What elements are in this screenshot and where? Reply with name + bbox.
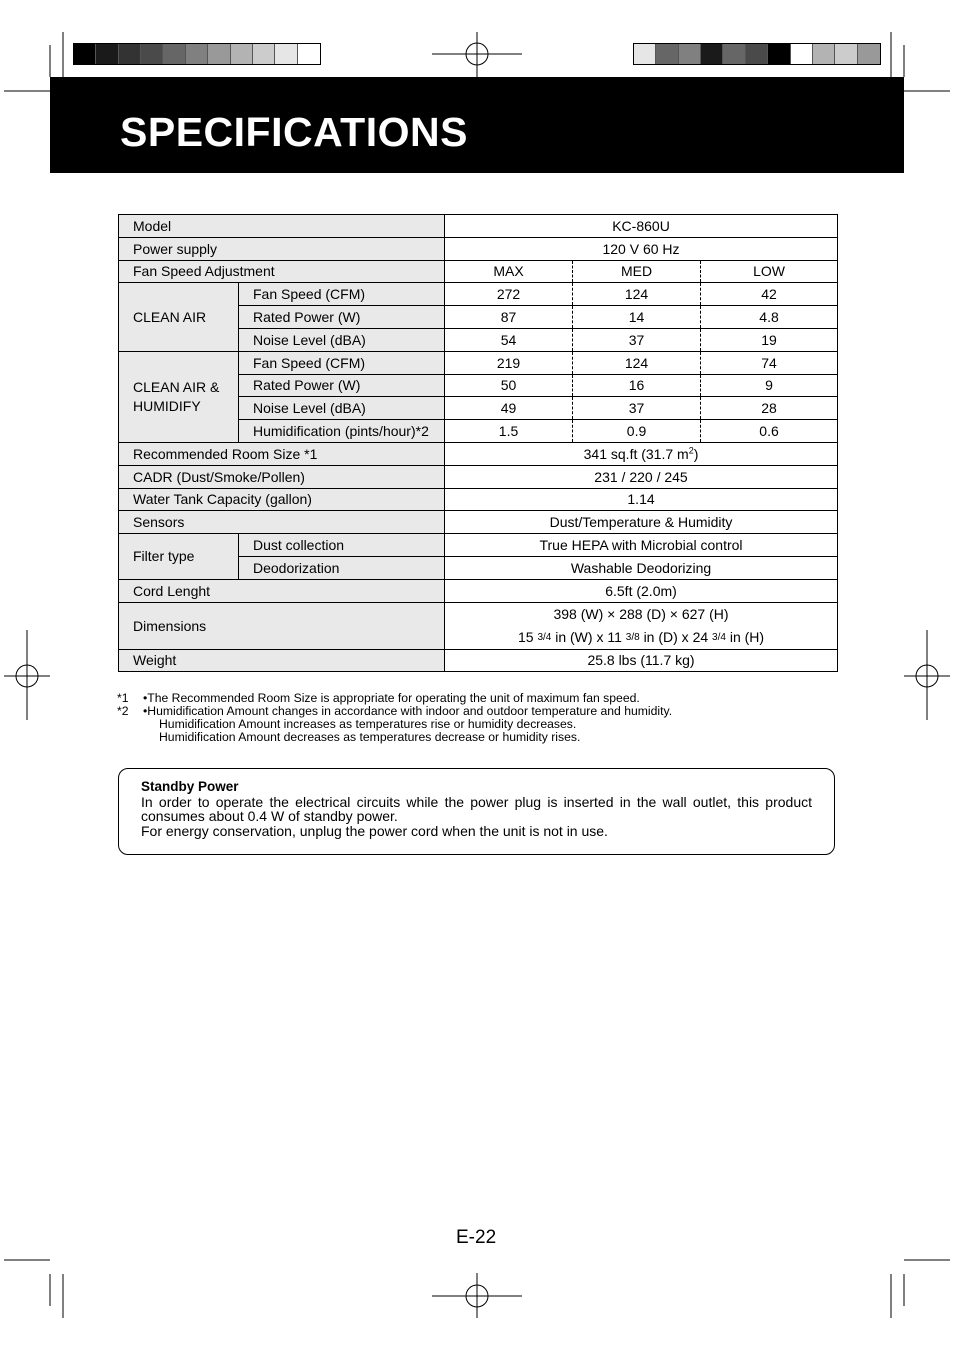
table-row — [119, 283, 838, 306]
cell-max: 54 — [445, 328, 573, 351]
dimensions-imperial — [518, 629, 764, 645]
row-value: Washable Deodorizing — [445, 556, 838, 579]
row-label: Noise Level (dBA) — [239, 328, 445, 351]
cell-max: 49 — [445, 397, 573, 420]
table-row — [119, 215, 838, 238]
dimensions-metric: 398 (W) × 288 (D) × 627 (H) — [553, 605, 729, 622]
table-row — [119, 237, 838, 260]
standby-text-1: In order to operate the electrical circuits while the power plug is inserted in the wall outlet, this product consumes about 0.4 W of standby power. — [141, 793, 812, 824]
room-size-value: 341 sq.ft (31.7 m — [583, 445, 689, 462]
row-value: 25.8 lbs (11.7 kg) — [445, 649, 838, 672]
row-label: Model — [119, 215, 445, 238]
row-label: Cord Lenght — [119, 579, 445, 602]
footnote-continuation: Humidification Amount increases as temperatures rise or humidity decreases. — [159, 717, 577, 731]
color-swatch — [656, 44, 678, 64]
dim-d-unit: in (D) x 24 — [643, 628, 709, 645]
table-row — [119, 579, 838, 602]
row-label: Fan Speed (CFM) — [239, 351, 445, 374]
row-label: Weight — [119, 649, 445, 672]
color-swatch — [858, 44, 880, 64]
footnote-mark: *1 — [117, 691, 129, 705]
row-label: Dust collection — [239, 534, 445, 557]
color-swatch — [253, 44, 275, 64]
color-calibration-bar-left — [73, 43, 321, 65]
dim-w-whole: 15 — [517, 628, 534, 645]
dim-d-frac: 3/8 — [625, 631, 640, 643]
color-swatch — [141, 44, 163, 64]
color-swatch — [679, 44, 701, 64]
cell-low: 28 — [701, 397, 838, 420]
row-label: Rated Power (W) — [239, 306, 445, 329]
dim-h-unit: in (H) — [729, 628, 765, 645]
cell-med: 16 — [573, 374, 701, 397]
color-swatch — [186, 44, 208, 64]
row-value: 231 / 220 / 245 — [445, 465, 838, 488]
color-swatch — [275, 44, 297, 64]
table-row — [119, 465, 838, 488]
color-swatch — [163, 44, 185, 64]
cell-max: 272 — [445, 283, 573, 306]
dim-w-frac: 3/4 — [537, 631, 552, 643]
row-label: Sensors — [119, 511, 445, 534]
standby-text-2: For energy conservation, unplug the power cord when the unit is not in use. — [141, 822, 608, 839]
footnotes — [117, 692, 672, 744]
cell-med: 0.9 — [573, 420, 701, 443]
footnote-text: •The Recommended Room Size is appropriate for operating the unit of maximum fan speed. — [143, 691, 640, 705]
color-swatch — [791, 44, 813, 64]
room-size-end: ) — [693, 445, 699, 462]
cell-med: 37 — [573, 328, 701, 351]
table-row — [119, 511, 838, 534]
group-label-line1: CLEAN AIR & — [133, 378, 220, 395]
row-label: Rated Power (W) — [239, 374, 445, 397]
col-header-low: LOW — [701, 260, 838, 283]
row-value: KC-860U — [445, 215, 838, 238]
row-label: Fan Speed (CFM) — [239, 283, 445, 306]
cell-max: 1.5 — [445, 420, 573, 443]
color-swatch — [813, 44, 835, 64]
cell-med: 37 — [573, 397, 701, 420]
footnote-continuation: Humidification Amount decreases as temperatures decrease or humidity rises. — [159, 730, 581, 744]
table-row — [119, 260, 838, 283]
cell-max: 87 — [445, 306, 573, 329]
cell-max: 50 — [445, 374, 573, 397]
cell-low: 9 — [701, 374, 838, 397]
color-swatch — [74, 44, 96, 64]
row-label: Fan Speed Adjustment — [119, 260, 445, 283]
dim-h-frac: 3/4 — [712, 631, 726, 643]
table-row — [119, 534, 838, 557]
color-swatch — [723, 44, 745, 64]
cell-med: 124 — [573, 351, 701, 374]
row-label: Water Tank Capacity (gallon) — [119, 488, 445, 511]
group-label-clean-air: CLEAN AIR — [119, 283, 239, 351]
row-value — [445, 602, 838, 649]
page-header — [50, 77, 904, 173]
color-swatch — [119, 44, 141, 64]
color-swatch — [231, 44, 253, 64]
group-label-clean-air-humidify — [119, 351, 239, 442]
table-row — [119, 649, 838, 672]
row-label: Dimensions — [119, 602, 445, 649]
cell-low: 42 — [701, 283, 838, 306]
color-swatch — [96, 44, 118, 64]
cell-low: 0.6 — [701, 420, 838, 443]
room-size-sup: 2 — [688, 445, 694, 456]
standby-title: Standby Power — [141, 779, 239, 794]
cell-med: 14 — [573, 306, 701, 329]
col-header-med: MED — [573, 260, 701, 283]
row-value: 120 V 60 Hz — [445, 237, 838, 260]
table-row — [119, 442, 838, 465]
cell-max: 219 — [445, 351, 573, 374]
row-label: Power supply — [119, 237, 445, 260]
color-swatch — [701, 44, 723, 64]
table-row — [119, 488, 838, 511]
row-value: Dust/Temperature & Humidity — [445, 511, 838, 534]
col-header-max: MAX — [445, 260, 573, 283]
row-label: Deodorization — [239, 556, 445, 579]
color-swatch — [208, 44, 230, 64]
color-swatch — [835, 44, 857, 64]
row-value: True HEPA with Microbial control — [445, 534, 838, 557]
cell-low: 19 — [701, 328, 838, 351]
footnote-mark: *2 — [117, 704, 129, 718]
table-row — [119, 602, 838, 649]
row-label: CADR (Dust/Smoke/Pollen) — [119, 465, 445, 488]
group-label-line2: HUMIDIFY — [133, 397, 201, 414]
cell-low: 4.8 — [701, 306, 838, 329]
row-label: Recommended Room Size *1 — [119, 442, 445, 465]
row-value: 1.14 — [445, 488, 838, 511]
color-swatch — [634, 44, 656, 64]
row-label: Humidification (pints/hour)*2 — [239, 420, 445, 443]
table-row — [119, 351, 838, 374]
cell-med: 124 — [573, 283, 701, 306]
color-swatch — [298, 44, 320, 64]
page-title: SPECIFICATIONS — [120, 109, 468, 155]
dim-w-unit: in (W) x 11 — [555, 628, 622, 645]
row-label: Noise Level (dBA) — [239, 397, 445, 420]
color-calibration-bar-right — [633, 43, 881, 65]
row-value: 6.5ft (2.0m) — [445, 579, 838, 602]
page-number: E-22 — [456, 1227, 497, 1248]
footnote-text: •Humidification Amount changes in accordance with indoor and outdoor temperature and humidity. — [143, 704, 673, 718]
row-value — [445, 442, 838, 465]
specifications-table — [118, 214, 838, 672]
cell-low: 74 — [701, 351, 838, 374]
group-label-filter-type: Filter type — [119, 534, 239, 580]
color-swatch — [746, 44, 768, 64]
standby-power-box — [118, 768, 835, 855]
color-swatch — [768, 44, 790, 64]
